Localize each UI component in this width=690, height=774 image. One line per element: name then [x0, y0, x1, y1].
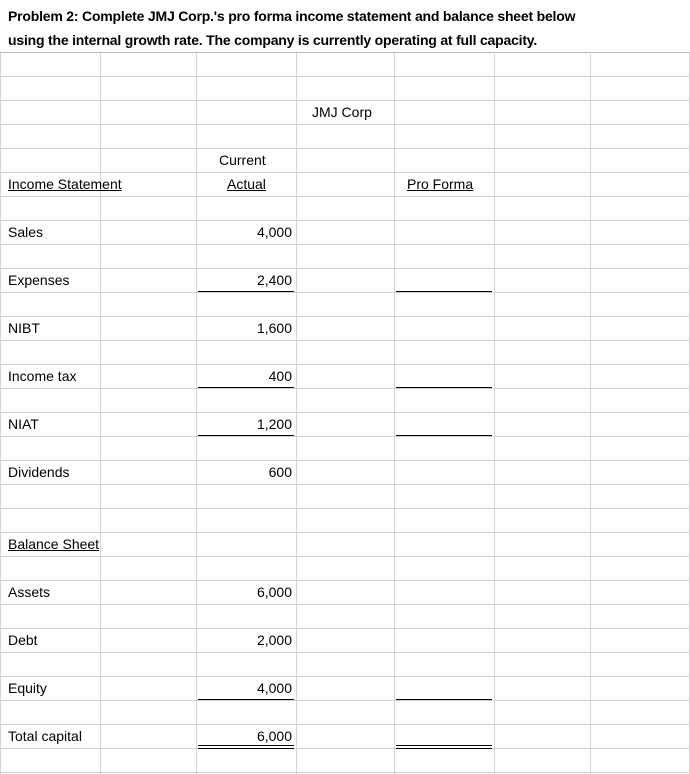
gridline [100, 0, 101, 774]
gridline [0, 724, 690, 725]
row-label-assets: Assets [8, 584, 51, 600]
gridline [0, 604, 690, 605]
gridline [494, 0, 495, 774]
current-column-header: Current [219, 152, 266, 168]
double-underline-current-total-capital [198, 745, 294, 746]
current-nibt: 1,600 [256, 320, 292, 336]
gridline [0, 172, 690, 173]
gridline [0, 436, 690, 437]
proforma-total-capital-input[interactable] [396, 745, 492, 746]
proforma-equity-input[interactable] [396, 699, 492, 700]
proforma-total-capital-double-underline [396, 748, 492, 749]
current-expenses: 2,400 [256, 272, 292, 288]
balance-sheet-title: Balance Sheet [8, 536, 100, 552]
gridline [0, 748, 690, 749]
actual-column-header: Actual [227, 176, 266, 192]
gridline [0, 412, 690, 413]
gridline [394, 0, 395, 774]
gridline [0, 124, 690, 125]
current-equity: 4,000 [256, 680, 292, 696]
current-assets: 6,000 [256, 584, 292, 600]
current-total-capital: 6,000 [256, 728, 292, 744]
gridline [0, 676, 690, 677]
gridline [0, 508, 690, 509]
problem-header [0, 0, 690, 53]
row-label-income-tax: Income tax [8, 368, 77, 384]
row-label-total-capital: Total capital [8, 728, 82, 744]
gridline [0, 580, 690, 581]
gridline [0, 292, 690, 293]
gridline [590, 0, 591, 774]
gridline [0, 484, 690, 485]
double-underline-current-total-capital-2 [198, 748, 294, 749]
gridline [0, 100, 690, 101]
gridline [0, 460, 690, 461]
gridline [0, 244, 690, 245]
problem-text-line1: Problem 2: Complete JMJ Corp.'s pro forma income statement and balance sheet below [8, 8, 576, 24]
gridline [0, 532, 690, 533]
gridline [0, 652, 690, 653]
current-dividends: 600 [268, 464, 292, 480]
gridline [0, 148, 690, 149]
proforma-expenses-input[interactable] [396, 291, 492, 292]
gridline [0, 220, 690, 221]
row-label-expenses: Expenses [8, 272, 70, 288]
row-label-nibt: NIBT [8, 320, 40, 336]
row-label-dividends: Dividends [8, 464, 70, 480]
gridline [0, 340, 690, 341]
problem-text-line2: using the internal growth rate. The company is currently operating at full capacity. [8, 32, 538, 48]
gridline [0, 196, 690, 197]
current-niat: 1,200 [256, 416, 292, 432]
current-debt: 2,000 [256, 632, 292, 648]
gridline [196, 0, 197, 774]
gridline [0, 76, 690, 77]
gridline [296, 0, 297, 774]
gridline [0, 628, 690, 629]
income-statement-title: Income Statement [8, 176, 122, 192]
gridline [0, 0, 1, 774]
gridline [0, 556, 690, 557]
proforma-income-tax-input[interactable] [396, 387, 492, 388]
underline-current-expenses [198, 291, 294, 292]
gridline [0, 316, 690, 317]
underline-current-equity [198, 699, 294, 700]
company-title: JMJ Corp [312, 104, 372, 120]
row-label-debt: Debt [8, 632, 38, 648]
gridline [0, 364, 690, 365]
proforma-niat-input[interactable] [396, 435, 492, 436]
current-sales: 4,000 [256, 224, 292, 240]
gridline [0, 700, 690, 701]
underline-current-income-tax [198, 387, 294, 388]
gridline [0, 388, 690, 389]
pro-forma-column-header: Pro Forma [407, 176, 474, 192]
row-label-equity: Equity [8, 680, 47, 696]
row-label-sales: Sales [8, 224, 44, 240]
underline-current-niat [198, 435, 294, 436]
gridline [0, 772, 690, 773]
current-income-tax: 400 [268, 368, 292, 384]
gridline [0, 268, 690, 269]
row-label-niat: NIAT [8, 416, 39, 432]
